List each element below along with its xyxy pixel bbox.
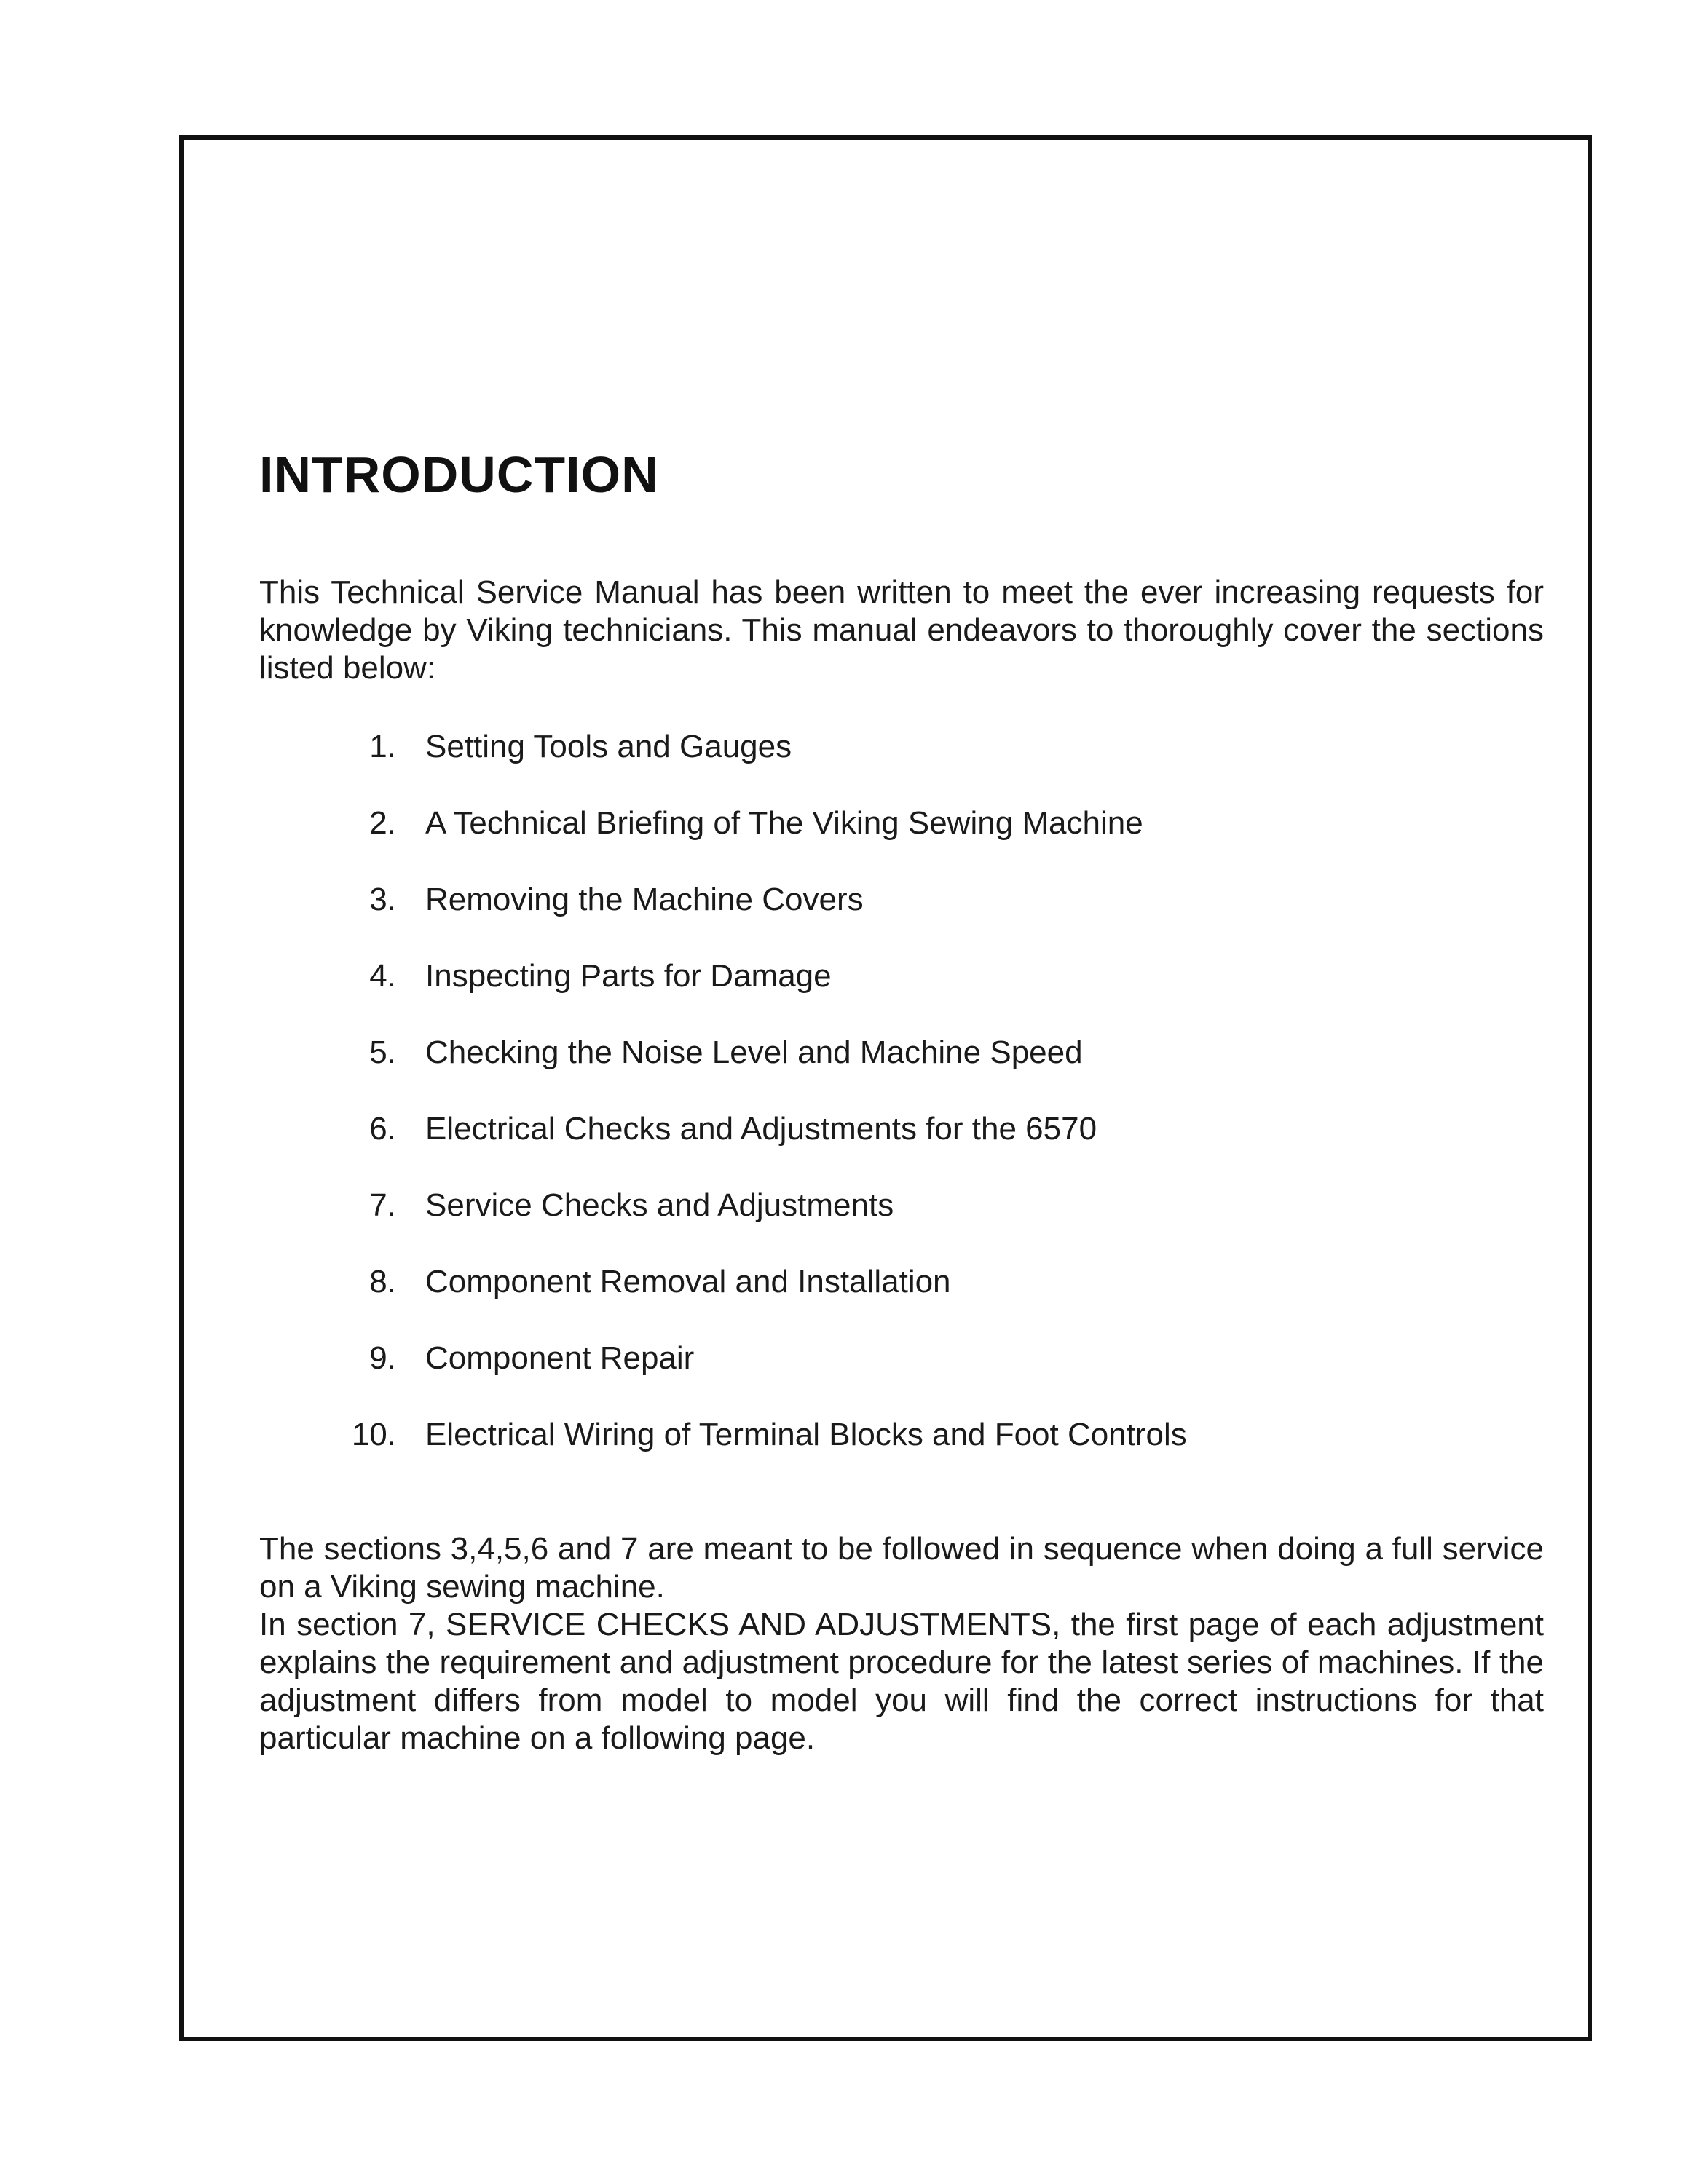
list-item-number: 6.: [369, 1111, 396, 1147]
page-title: INTRODUCTION: [259, 446, 659, 503]
closing-paragraph-section-7: In section 7, SERVICE CHECKS AND ADJUSTMENTS, the first page of each adjustment explains the requirement and adjustment procedure for the latest series of machines. If the adjustment differs from model to model you will find the correct instructions for that particular machine on a following page.: [259, 1607, 1544, 1756]
list-item-number: 8.: [369, 1264, 396, 1299]
list-item-label: Checking the Noise Level and Machine Speed: [425, 1034, 1083, 1070]
list-item-number: 4.: [369, 958, 396, 994]
list-item-label: A Technical Briefing of The Viking Sewing Machine: [425, 805, 1143, 841]
list-item-number: 1.: [369, 729, 396, 764]
closing-paragraph-sequence: The sections 3,4,5,6 and 7 are meant to be followed in sequence when doing a full service on a Viking sewing machine.: [259, 1531, 1544, 1605]
intro-paragraph: This Technical Service Manual has been written to meet the ever increasing requests for knowledge by Viking technicians. This manual endeavors to thoroughly cover the sections listed below:: [259, 574, 1544, 686]
list-item-label: Removing the Machine Covers: [425, 882, 864, 917]
list-item-label: Service Checks and Adjustments: [425, 1187, 894, 1223]
list-item-label: Electrical Checks and Adjustments for the 6570: [425, 1111, 1097, 1147]
list-item-label: Inspecting Parts for Damage: [425, 958, 832, 994]
list-item-label: Component Repair: [425, 1340, 695, 1376]
list-item-number: 3.: [369, 882, 396, 917]
list-item-number: 10.: [351, 1417, 396, 1452]
list-item-number: 5.: [369, 1034, 396, 1070]
list-item-label: Component Removal and Installation: [425, 1264, 951, 1299]
list-item-label: Electrical Wiring of Terminal Blocks and Foot Controls: [425, 1417, 1187, 1452]
list-item-label: Setting Tools and Gauges: [425, 729, 792, 764]
list-item-number: 2.: [369, 805, 396, 841]
list-item-number: 9.: [369, 1340, 396, 1376]
list-item-number: 7.: [369, 1187, 396, 1223]
